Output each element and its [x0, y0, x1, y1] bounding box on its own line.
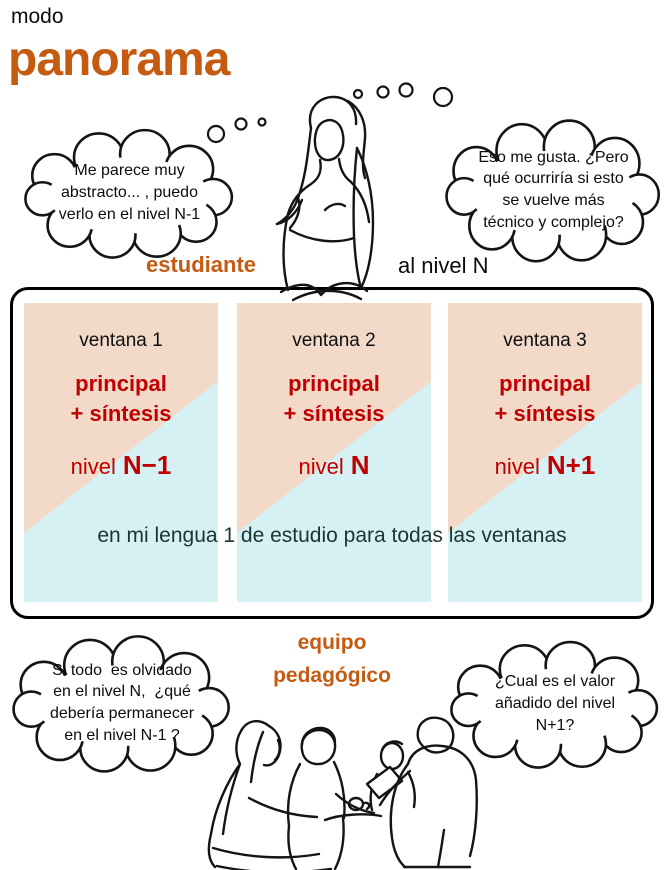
- bubble-line: qué ocurriría si esto: [483, 170, 624, 188]
- level-value: N: [350, 450, 370, 480]
- panel-title: ventana 1: [79, 330, 163, 351]
- bubble-line: Si todo es olvidado: [52, 661, 192, 679]
- panel-ventana-2: [237, 303, 431, 602]
- team-label-line1: equipo: [297, 631, 367, 654]
- panel-main-line: principal: [75, 371, 167, 396]
- page-title: panorama: [8, 33, 230, 86]
- bubble-line: técnico y complejo?: [483, 213, 624, 231]
- panel-level: [237, 450, 431, 481]
- panel-ventana-3: [448, 303, 642, 602]
- panel-synthesis-line: + síntesis: [283, 401, 385, 426]
- bubble-line: ¿Cual es el valor: [494, 673, 616, 691]
- windows-board: [10, 287, 654, 619]
- panel-title: ventana 2: [292, 330, 376, 351]
- panel-main-line: principal: [499, 371, 591, 396]
- thought-bubble-student-right: [443, 116, 664, 264]
- bubble-text: [443, 116, 664, 264]
- bubble-line: abstracto... , puedo: [61, 184, 198, 202]
- bubble-line: en el nivel N-1 ?: [64, 726, 180, 744]
- panel-level: [24, 450, 218, 481]
- panel-ventana-1: [24, 303, 218, 602]
- bubble-line: se vuelve más: [502, 192, 605, 209]
- bubble-line: Me parece muy: [74, 162, 185, 180]
- bubble-text: [22, 126, 237, 260]
- board-footer: en mi lengua 1 de estudio para todas las ventanas: [97, 524, 567, 547]
- level-value: N−1: [122, 450, 172, 480]
- bubble-line: N+1?: [535, 716, 575, 734]
- bubble-line: añadido del nivel: [494, 695, 616, 713]
- panel-synthesis-line: + síntesis: [70, 401, 172, 426]
- panel-synthesis-line: + síntesis: [494, 401, 596, 426]
- level-value: N+1: [546, 450, 596, 480]
- level-prefix: nivel: [494, 454, 540, 479]
- bubble-line: en el nivel N, ¿qué: [53, 683, 191, 701]
- bubble-line: debería permanecer: [49, 705, 195, 722]
- mode-label: modo: [11, 5, 64, 28]
- thought-bubble-student-left: [22, 126, 237, 260]
- panel-level: [448, 450, 642, 481]
- level-prefix: nivel: [298, 454, 344, 479]
- student-illustration: [253, 88, 413, 303]
- team-label: [241, 626, 423, 692]
- team-illustration: [183, 698, 503, 870]
- panel-main-line: principal: [288, 371, 380, 396]
- team-label-line2: pedagógico: [273, 664, 391, 687]
- bubble-line: Eso me gusta. ¿Pero: [478, 148, 629, 166]
- student-level-label: al nivel N: [398, 253, 489, 278]
- level-prefix: nivel: [70, 454, 116, 479]
- panel-title: ventana 3: [503, 330, 587, 351]
- student-label: estudiante: [146, 252, 257, 277]
- bubble-line: verlo en el nivel N-1: [58, 205, 201, 223]
